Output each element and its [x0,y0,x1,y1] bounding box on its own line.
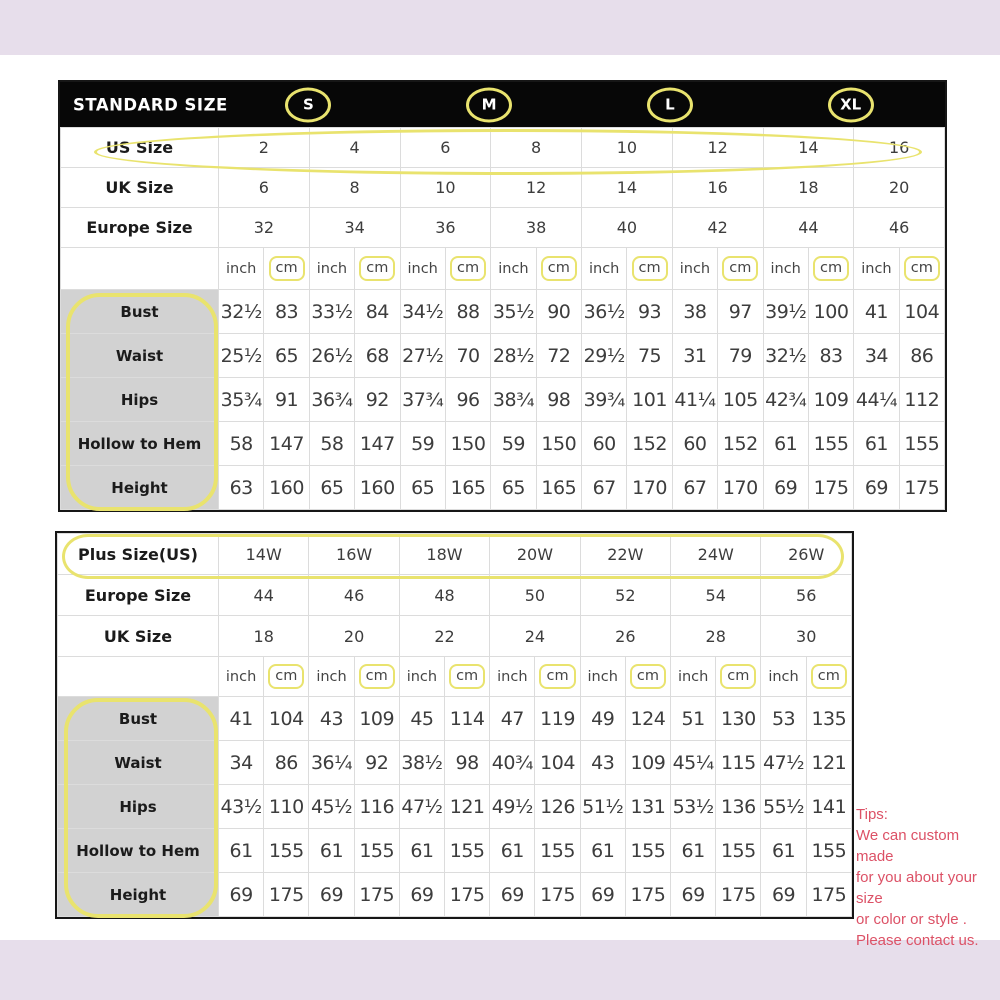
measure-cell: 65 [309,466,354,510]
measure-cell: 101 [627,378,672,422]
measure-cell: 34½ [400,290,445,334]
cm-unit-cell [535,657,580,697]
measure-cell: 170 [627,466,672,510]
inch-unit-cell: inch [219,248,264,290]
cm-highlight-box: cm [632,256,668,281]
size-cell: 14 [763,128,854,168]
size-cell: 18 [763,168,854,208]
row-label: Waist [61,334,219,378]
measure-cell: 155 [264,829,309,873]
measure-cell: 69 [219,873,264,917]
measure-cell: 59 [491,422,536,466]
size-cell: 14 [582,168,673,208]
measure-cell: 175 [625,873,670,917]
measure-cell: 175 [445,873,490,917]
measure-cell: 69 [399,873,444,917]
size-cell: 44 [219,575,309,616]
measure-cell: 36¾ [309,378,354,422]
size-row [61,168,945,208]
measure-cell: 150 [445,422,490,466]
plus-size-grid [57,533,852,917]
measure-cell: 160 [355,466,400,510]
standard-size-grid [60,127,945,510]
tips-note [856,804,998,951]
measure-cell: 155 [445,829,490,873]
measure-cell: 130 [716,697,761,741]
measure-cell: 155 [806,829,851,873]
measure-row [58,873,852,917]
measure-cell: 72 [536,334,581,378]
measure-cell: 36½ [582,290,627,334]
measure-cell: 45½ [309,785,354,829]
size-cell: 46 [309,575,399,616]
cm-unit-cell [627,248,672,290]
measure-cell: 34 [854,334,899,378]
size-group-s-badge: S [285,87,331,122]
measure-cell: 49 [580,697,625,741]
measure-cell: 32½ [219,290,264,334]
measure-cell: 141 [806,785,851,829]
measure-cell: 109 [354,697,399,741]
cm-highlight-box: cm [359,664,395,689]
measure-cell: 61 [671,829,716,873]
size-group-m-badge: M [466,87,512,122]
size-cell: 40 [582,208,673,248]
measure-cell: 160 [264,466,309,510]
measure-cell: 38¾ [491,378,536,422]
size-cell: 36 [400,208,491,248]
size-cell: 38 [491,208,582,248]
cm-highlight-box: cm [450,256,486,281]
row-label: Bust [58,697,219,741]
measure-cell: 170 [718,466,763,510]
measure-cell: 43½ [219,785,264,829]
measure-cell: 29½ [582,334,627,378]
top-border-strip [0,0,1000,55]
measure-cell: 28½ [491,334,536,378]
measure-cell: 92 [354,741,399,785]
measure-cell: 40¾ [490,741,535,785]
tips-line: for you about your size [856,869,977,907]
measure-cell: 86 [264,741,309,785]
inch-unit-cell: inch [491,248,536,290]
cm-unit-cell [899,248,944,290]
size-cell: 10 [582,128,673,168]
size-cell: 6 [400,128,491,168]
measure-cell: 42¾ [763,378,808,422]
measure-row [58,785,852,829]
cm-unit-cell [536,248,581,290]
size-cell: 12 [491,168,582,208]
standard-size-header-bar [60,82,945,127]
cm-unit-cell [354,657,399,697]
size-row [58,575,852,616]
inch-unit-cell: inch [763,248,808,290]
measure-cell: 25½ [219,334,264,378]
measure-cell: 69 [490,873,535,917]
inch-unit-cell: inch [490,657,535,697]
cm-unit-cell [806,657,851,697]
measure-cell: 37¾ [400,378,445,422]
inch-unit-cell: inch [309,657,354,697]
inch-unit-cell: inch [854,248,899,290]
measure-cell: 109 [808,378,853,422]
inch-unit-cell: inch [761,657,806,697]
size-cell: 4 [309,128,400,168]
measure-cell: 59 [400,422,445,466]
size-cell: 34 [309,208,400,248]
measure-cell: 114 [445,697,490,741]
size-cell: 32 [219,208,310,248]
measure-cell: 51½ [580,785,625,829]
cm-highlight-box: cm [268,664,304,689]
measure-cell: 60 [672,422,717,466]
measure-cell: 165 [445,466,490,510]
size-cell: 14W [219,534,309,575]
measure-cell: 26½ [309,334,354,378]
size-cell: 10 [400,168,491,208]
row-label: Plus Size(US) [58,534,219,575]
measure-cell: 47½ [761,741,806,785]
size-cell: 24W [671,534,761,575]
measure-cell: 69 [671,873,716,917]
measure-cell: 65 [491,466,536,510]
row-label: Europe Size [58,575,219,616]
cm-unit-cell [445,248,490,290]
measure-cell: 83 [264,290,309,334]
measure-cell: 92 [355,378,400,422]
size-cell: 48 [399,575,489,616]
measure-cell: 96 [445,378,490,422]
cm-highlight-box: cm [813,256,849,281]
size-cell: 24 [490,616,580,657]
size-cell: 20 [854,168,945,208]
measure-cell: 39½ [763,290,808,334]
size-cell: 44 [763,208,854,248]
row-label: Height [61,466,219,510]
cm-highlight-box: cm [541,256,577,281]
measure-cell: 84 [355,290,400,334]
inch-unit-cell: inch [219,657,264,697]
cm-highlight-box: cm [722,256,758,281]
row-label: Hips [61,378,219,422]
size-group-l-badge: L [647,87,693,122]
measure-row [58,741,852,785]
measure-cell: 35½ [491,290,536,334]
measure-cell: 58 [219,422,264,466]
measure-cell: 175 [354,873,399,917]
measure-cell: 112 [899,378,944,422]
size-cell: 22 [399,616,489,657]
measure-cell: 43 [309,697,354,741]
row-label: Height [58,873,219,917]
row-label: Europe Size [61,208,219,248]
measure-cell: 79 [718,334,763,378]
measure-cell: 43 [580,741,625,785]
size-cell: 56 [761,575,852,616]
size-cell: 50 [490,575,580,616]
measure-cell: 175 [808,466,853,510]
measure-cell: 38½ [399,741,444,785]
measure-cell: 97 [718,290,763,334]
unit-row [61,248,945,290]
measure-cell: 61 [490,829,535,873]
measure-cell: 47 [490,697,535,741]
cm-unit-cell [625,657,670,697]
measure-cell: 175 [535,873,580,917]
standard-size-table [58,80,947,512]
measure-cell: 68 [355,334,400,378]
bottom-border-strip [0,940,1000,1000]
measure-cell: 69 [580,873,625,917]
measure-cell: 69 [763,466,808,510]
measure-cell: 121 [806,741,851,785]
measure-cell: 175 [806,873,851,917]
measure-cell: 124 [625,697,670,741]
measure-cell: 41 [219,697,264,741]
measure-cell: 75 [627,334,672,378]
row-label-empty [58,657,219,697]
cm-highlight-box: cm [904,256,940,281]
cm-unit-cell [264,248,309,290]
measure-row [61,422,945,466]
row-label: UK Size [58,616,219,657]
measure-cell: 136 [716,785,761,829]
unit-row [58,657,852,697]
measure-cell: 86 [899,334,944,378]
measure-cell: 91 [264,378,309,422]
measure-cell: 41 [854,290,899,334]
size-row [61,128,945,168]
measure-cell: 88 [445,290,490,334]
measure-cell: 100 [808,290,853,334]
cm-highlight-box: cm [269,256,305,281]
measure-cell: 104 [899,290,944,334]
size-cell: 16 [672,168,763,208]
cm-unit-cell [445,657,490,697]
measure-cell: 39¾ [582,378,627,422]
cm-highlight-box: cm [720,664,756,689]
measure-cell: 147 [355,422,400,466]
measure-row [61,466,945,510]
measure-cell: 35¾ [219,378,264,422]
measure-cell: 155 [354,829,399,873]
size-row [61,208,945,248]
measure-cell: 115 [716,741,761,785]
measure-row [61,334,945,378]
cm-unit-cell [808,248,853,290]
size-cell: 20W [490,534,580,575]
measure-cell: 27½ [400,334,445,378]
row-label: Waist [58,741,219,785]
measure-cell: 41¼ [672,378,717,422]
measure-cell: 152 [627,422,672,466]
size-cell: 22W [580,534,670,575]
size-cell: 16 [854,128,945,168]
measure-cell: 53 [761,697,806,741]
row-label: UK Size [61,168,219,208]
measure-cell: 31 [672,334,717,378]
size-group-xl-badge: XL [828,87,874,122]
standard-size-title: STANDARD SIZE [73,95,228,114]
size-row [58,534,852,575]
measure-cell: 51 [671,697,716,741]
row-label: Bust [61,290,219,334]
measure-cell: 147 [264,422,309,466]
measure-row [61,290,945,334]
row-label: US Size [61,128,219,168]
measure-cell: 67 [672,466,717,510]
size-cell: 28 [671,616,761,657]
size-cell: 26 [580,616,670,657]
measure-cell: 44¼ [854,378,899,422]
measure-cell: 155 [716,829,761,873]
measure-cell: 155 [625,829,670,873]
measure-cell: 104 [535,741,580,785]
measure-cell: 109 [625,741,670,785]
measure-cell: 61 [219,829,264,873]
measure-cell: 65 [264,334,309,378]
measure-cell: 175 [264,873,309,917]
measure-cell: 69 [761,873,806,917]
measure-cell: 165 [536,466,581,510]
cm-unit-cell [355,248,400,290]
measure-cell: 45¼ [671,741,716,785]
measure-cell: 63 [219,466,264,510]
measure-row [58,697,852,741]
measure-cell: 61 [309,829,354,873]
measure-cell: 61 [854,422,899,466]
row-label: Hollow to Hem [58,829,219,873]
inch-unit-cell: inch [399,657,444,697]
size-cell: 8 [491,128,582,168]
cm-unit-cell [264,657,309,697]
measure-cell: 47½ [399,785,444,829]
measure-cell: 155 [535,829,580,873]
measure-cell: 32½ [763,334,808,378]
measure-cell: 98 [445,741,490,785]
measure-cell: 69 [309,873,354,917]
measure-cell: 61 [763,422,808,466]
plus-size-table [55,531,854,919]
size-cell: 54 [671,575,761,616]
cm-unit-cell [718,248,763,290]
size-cell: 6 [219,168,310,208]
measure-cell: 155 [808,422,853,466]
cm-highlight-box: cm [811,664,847,689]
measure-cell: 60 [582,422,627,466]
tips-line: Please contact us. [856,932,979,949]
tips-line: We can custom made [856,827,960,865]
measure-cell: 70 [445,334,490,378]
inch-unit-cell: inch [671,657,716,697]
size-cell: 2 [219,128,310,168]
measure-cell: 61 [580,829,625,873]
measure-cell: 131 [625,785,670,829]
measure-cell: 90 [536,290,581,334]
tips-line: or color or style . [856,911,967,928]
measure-cell: 98 [536,378,581,422]
measure-cell: 33½ [309,290,354,334]
measure-cell: 55½ [761,785,806,829]
measure-cell: 69 [854,466,899,510]
tips-title: Tips: [856,806,888,823]
size-row [58,616,852,657]
size-cell: 18W [399,534,489,575]
inch-unit-cell: inch [580,657,625,697]
measure-cell: 93 [627,290,672,334]
measure-cell: 105 [718,378,763,422]
size-cell: 46 [854,208,945,248]
measure-cell: 67 [582,466,627,510]
inch-unit-cell: inch [672,248,717,290]
measure-cell: 135 [806,697,851,741]
measure-cell: 53½ [671,785,716,829]
measure-cell: 152 [718,422,763,466]
measure-cell: 65 [400,466,445,510]
measure-cell: 121 [445,785,490,829]
measure-cell: 119 [535,697,580,741]
measure-cell: 61 [761,829,806,873]
measure-cell: 61 [399,829,444,873]
row-label: Hips [58,785,219,829]
size-cell: 12 [672,128,763,168]
size-cell: 26W [761,534,852,575]
size-cell: 8 [309,168,400,208]
size-cell: 20 [309,616,399,657]
measure-cell: 150 [536,422,581,466]
cm-unit-cell [716,657,761,697]
measure-cell: 34 [219,741,264,785]
measure-cell: 58 [309,422,354,466]
cm-highlight-box: cm [449,664,485,689]
measure-cell: 38 [672,290,717,334]
row-label-empty [61,248,219,290]
measure-cell: 110 [264,785,309,829]
measure-cell: 116 [354,785,399,829]
measure-cell: 104 [264,697,309,741]
cm-highlight-box: cm [630,664,666,689]
measure-cell: 155 [899,422,944,466]
measure-cell: 175 [716,873,761,917]
size-cell: 30 [761,616,852,657]
cm-highlight-box: cm [359,256,395,281]
measure-cell: 83 [808,334,853,378]
size-cell: 42 [672,208,763,248]
measure-cell: 45 [399,697,444,741]
measure-cell: 36¼ [309,741,354,785]
measure-cell: 49½ [490,785,535,829]
size-cell: 52 [580,575,670,616]
size-cell: 16W [309,534,399,575]
cm-highlight-box: cm [539,664,575,689]
measure-cell: 175 [899,466,944,510]
size-cell: 18 [219,616,309,657]
row-label: Hollow to Hem [61,422,219,466]
measure-row [58,829,852,873]
inch-unit-cell: inch [309,248,354,290]
inch-unit-cell: inch [582,248,627,290]
measure-row [61,378,945,422]
inch-unit-cell: inch [400,248,445,290]
measure-cell: 126 [535,785,580,829]
